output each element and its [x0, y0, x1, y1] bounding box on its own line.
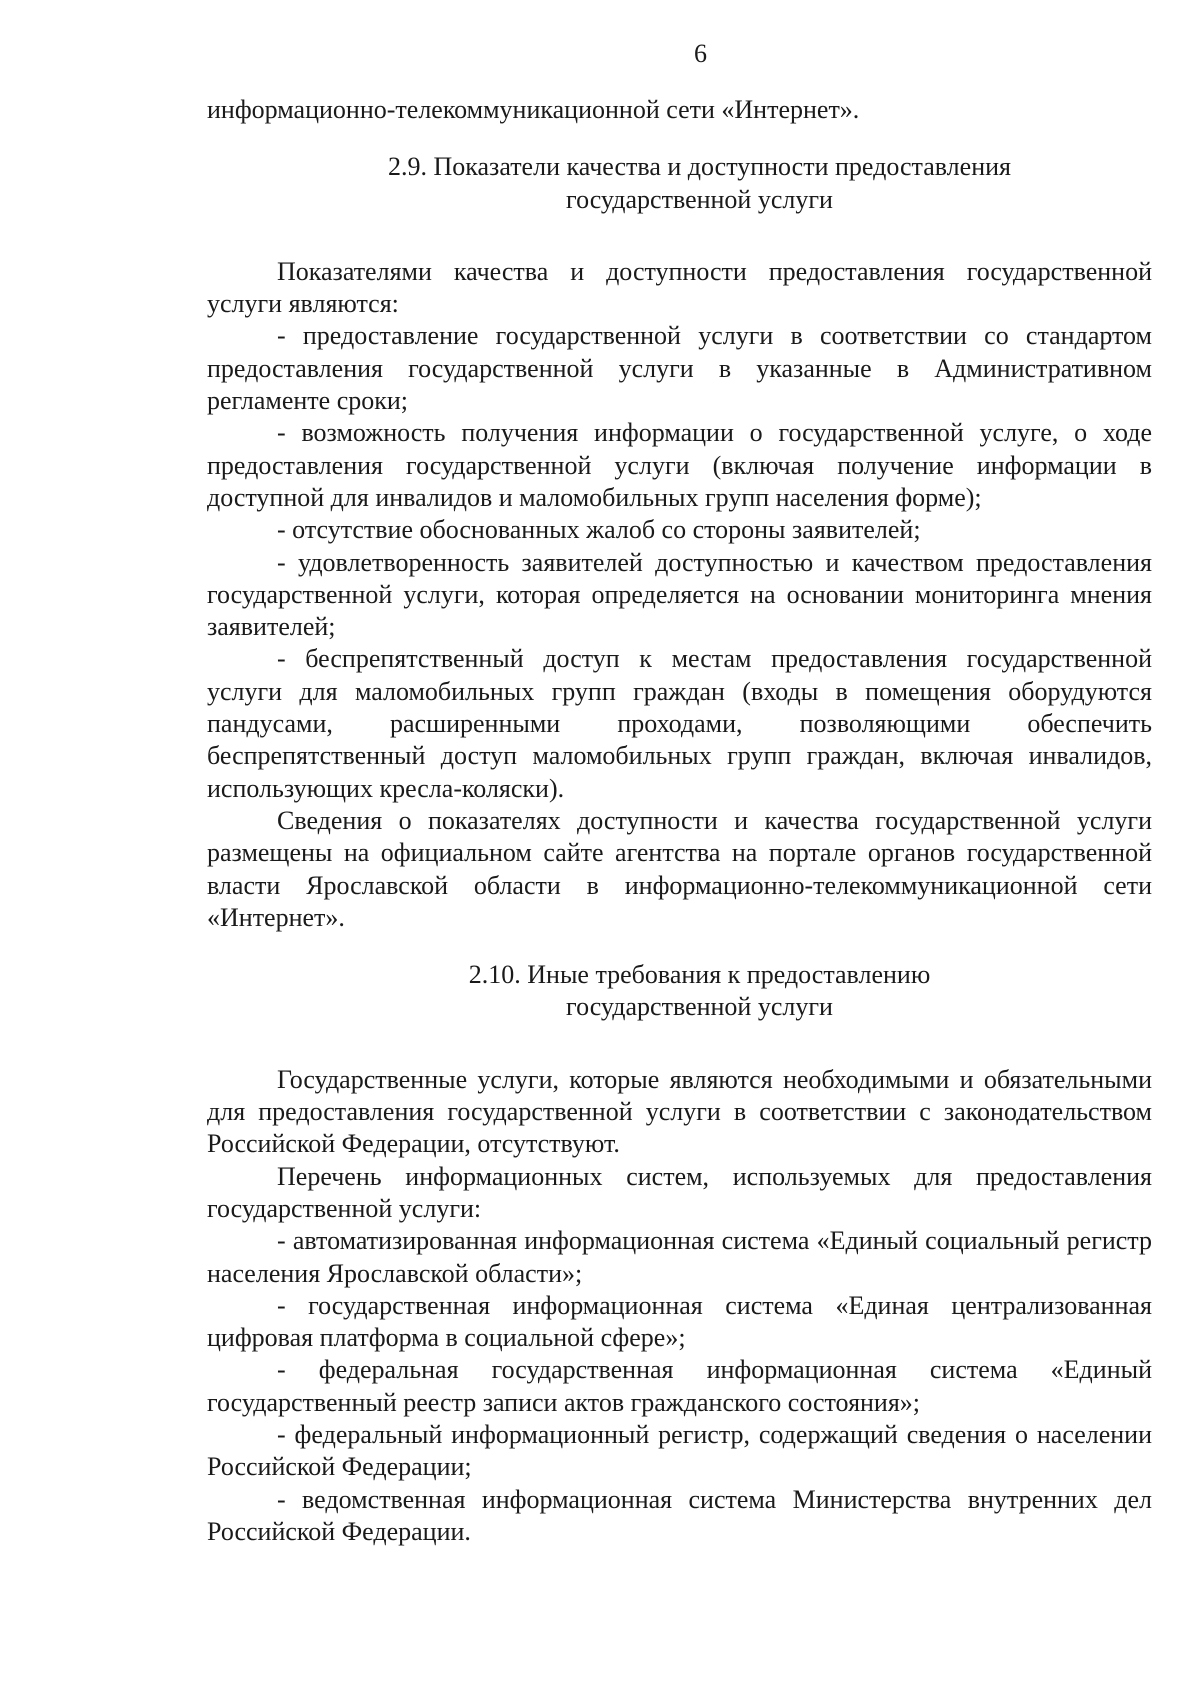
section-2-9-heading: [207, 151, 1152, 216]
section-2-9-heading-line1: 2.9. Показатели качества и доступности предоставления: [388, 152, 1011, 182]
section-2-9-item-4: - удовлетворенность заявителей доступностью и качеством предоставления государственной услуги, которая определяется на основании мониторинга мнения заявителей;: [207, 547, 1152, 642]
section-2-10-p2: Перечень информационных систем, используемых для предоставления государственной услуги:: [207, 1161, 1152, 1223]
continuation-text: информационно-телекоммуникационной сети «Интернет».: [207, 95, 860, 124]
section-2-10-item-4: - федеральный информационный регистр, содержащий сведения о населении Российской Федерации;: [207, 1419, 1152, 1482]
section-2-10-item-5: - ведомственная информационная система Министерства внутренних дел Российской Федерации.: [207, 1484, 1152, 1546]
section-2-9-item-3: - отсутствие обоснованных жалоб со стороны заявителей;: [277, 515, 921, 545]
section-2-9-item-5: - беспрепятственный доступ к местам предоставления государственной услуги для маломобильных групп граждан (входы в помещения оборудуются пандусами, расширенными проходами, позволяющими обеспечить беспрепятственный доступ маломобильных групп граждан, включая инвалидов, использующих кресла-коляски).: [207, 644, 1152, 803]
section-2-10-heading: [207, 959, 1152, 1024]
section-2-9-item-2: - возможность получения информации о государственной услуге, о ходе предоставления государственной услуги (включая получение информации в доступной для инвалидов и маломобильных групп населения форме);: [207, 418, 1152, 512]
section-2-10-item-1: - автоматизированная информационная система «Единый социальный регистр населения Ярославской области»;: [207, 1226, 1152, 1288]
section-2-10-p1: Государственные услуги, которые являются необходимыми и обязательными для предоставления государственной услуги в соответствии с законодательством Российской Федерации, отсутствуют.: [207, 1064, 1152, 1159]
page-number: 6: [694, 39, 707, 68]
section-2-9-info: Сведения о показателях доступности и качества государственной услуги размещены на официальном сайте агентства на портале органов государственной власти Ярославской области в информационно-телекоммуникационной сети «Интернет».: [207, 805, 1152, 932]
section-2-10-heading-line1: 2.10. Иные требования к предоставлению: [468, 960, 931, 990]
section-2-10-heading-line2: государственной услуги: [566, 992, 833, 1022]
section-2-10-item-3: - федеральная государственная информационная система «Единый государственный реестр записи актов гражданского состояния»;: [207, 1355, 1152, 1417]
document-page: [207, 36, 1152, 1548]
section-2-10-item-2: - государственная информационная система «Единая централизованная цифровая платформа в социальной сфере»;: [207, 1290, 1152, 1353]
section-2-9-item-1: - предоставление государственной услуги в соответствии со стандартом предоставления государственной услуги в указанные в Административном регламенте сроки;: [207, 321, 1152, 416]
section-2-9-heading-line2: государственной услуги: [566, 184, 833, 214]
section-2-9-intro: Показателями качества и доступности предоставления государственной услуги являются:: [207, 256, 1152, 319]
